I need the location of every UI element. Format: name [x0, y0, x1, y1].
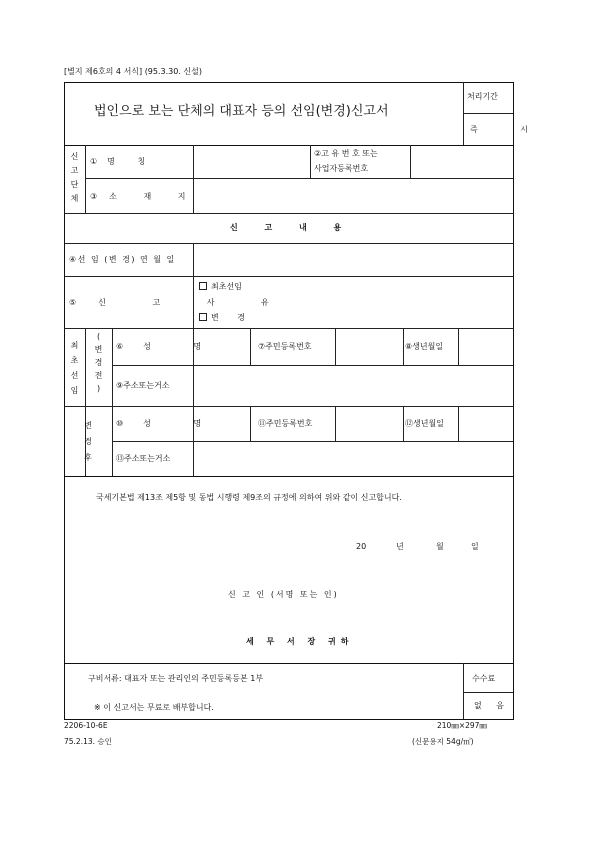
initial-rrn-field[interactable] — [338, 331, 401, 363]
entity-reg-number-label-2: 사업자등록번호 — [314, 164, 369, 173]
after-birth-label: ⑫생년월일 — [405, 419, 444, 428]
after-birth-field[interactable] — [461, 409, 511, 439]
before-change-label: ( 변 경 전 ) — [94, 332, 103, 393]
entity-name-label: ①명 칭 — [90, 157, 156, 166]
form-title: 법인으로 보는 단체의 대표자 등의 선임(변경)신고서 — [94, 104, 389, 119]
entity-address-field[interactable] — [198, 181, 510, 211]
declarant-line: 신 고 인 (서명 또는 인) — [228, 590, 339, 599]
change-checkbox-icon — [199, 313, 207, 321]
initial-rrn-label: ⑦주민등록번호 — [258, 342, 312, 351]
appointment-date-field[interactable] — [198, 246, 510, 274]
paper-size: 210㎜×297㎜ — [437, 721, 487, 730]
initial-name-label: ⑥성 명 — [116, 342, 222, 351]
initial-address-field[interactable] — [196, 368, 511, 404]
report-content-heading: 신 고 내 용 — [230, 223, 354, 232]
free-distribution-note: ※ 이 신고서는 무료로 배부합니다. — [94, 703, 214, 712]
form-code: 2206-10-6E — [64, 721, 108, 730]
entity-reg-number-label: ②고 유 번 호 또는 — [314, 149, 378, 158]
form-header-note: [별지 제6호의 4 서식] (95.3.30. 신설) — [64, 67, 203, 76]
fee-label: 수수료 — [472, 674, 496, 683]
reason-option-initial[interactable]: 최초선임 — [199, 282, 242, 292]
paper-spec: (신문용지 54g/㎡) — [412, 737, 474, 746]
initial-birth-field[interactable] — [461, 331, 511, 363]
entity-reg-number-field[interactable] — [413, 148, 511, 177]
initial-appointment-label: 최 초 선 임 — [70, 341, 79, 395]
after-change-label: 변 경 후 — [84, 421, 92, 462]
appointment-date-label: ④선 임 (변 경) 연 월 일 — [69, 255, 176, 264]
after-address-field[interactable] — [196, 444, 511, 474]
reason-option-change[interactable]: 변 경 — [199, 313, 253, 323]
required-documents: 구비서류: 대표자 또는 관리인의 주민등록등본 1부 — [88, 674, 264, 683]
after-rrn-label: ⑪주민등록번호 — [258, 419, 313, 428]
after-address-label: ⑬주소또는거소 — [116, 454, 171, 463]
addressee-line: 세 무 서 장 귀하 — [246, 637, 354, 646]
initial-checkbox-icon — [199, 282, 207, 290]
approval-date: 75.2.13. 승인 — [64, 737, 112, 746]
entity-address-label: ③소 재 지 — [90, 192, 198, 201]
after-name-field[interactable] — [196, 409, 248, 439]
report-reason-label: ⑤신 고 사 유 — [69, 298, 291, 307]
fee-value: 없 음 — [474, 701, 510, 710]
initial-birth-label: ⑧생년월일 — [405, 342, 444, 351]
after-name-label: ⑩성 명 — [116, 419, 222, 428]
declaration-text: 국세기본법 제13조 제5항 및 동법 시행령 제9조의 규정에 의하여 위와 같이 신고합니다. — [96, 493, 402, 502]
processing-period-label: 처리기간 — [467, 92, 498, 101]
initial-address-label: ⑨주소또는거소 — [116, 381, 170, 390]
after-rrn-field[interactable] — [338, 409, 401, 439]
initial-name-field[interactable] — [196, 331, 248, 363]
processing-period-value: 즉 시 — [470, 125, 548, 134]
reporting-entity-label: 신 고 단 체 — [70, 152, 79, 203]
entity-name-field[interactable] — [198, 148, 308, 177]
